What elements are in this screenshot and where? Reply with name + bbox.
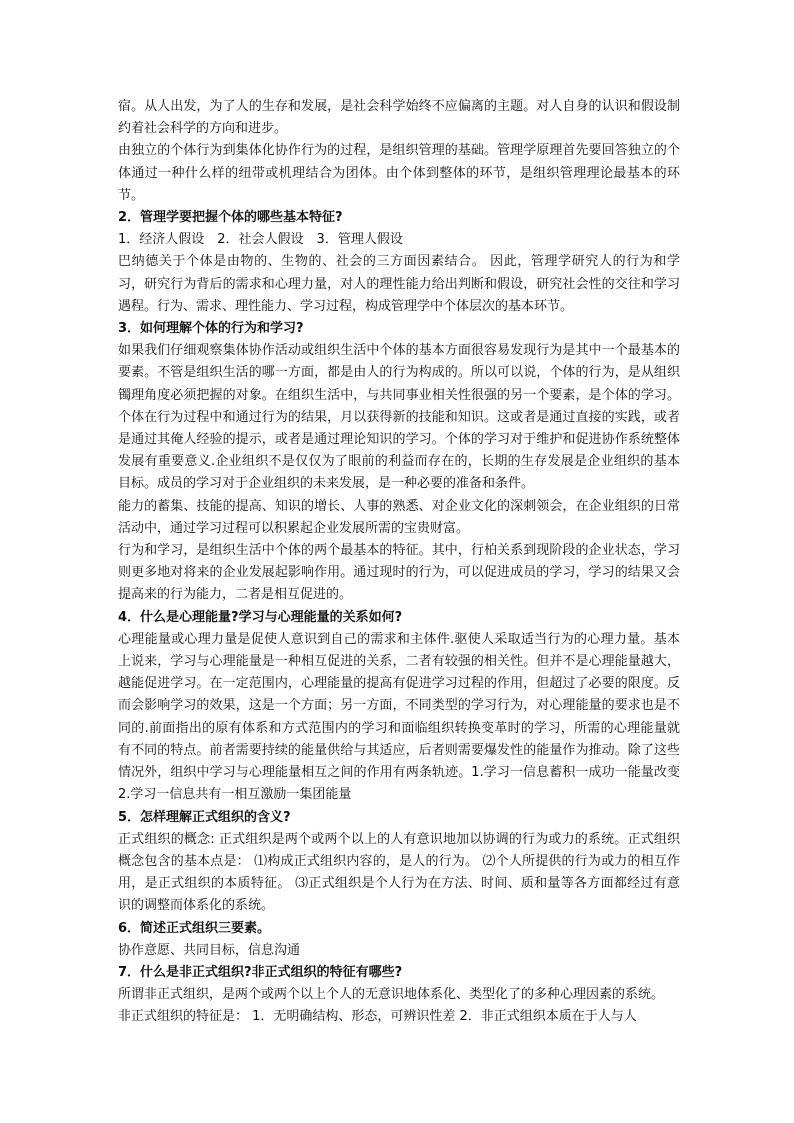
paragraph: 心理能量或心理力量是促使人意识到自己的需求和主体件.驱使人采取适当行为的心理力量。基本上说来，学习与心理能量是一种相互促进的关系，二者有较强的相关性。但并不是心理能量越大，越能促进学习。在一定范围内，心理能量的提高有促进学习过程的作用，但超过了必要的限度。反而会影响学习的效果，这是一个方面；另一方面，不同类型的学习行为，对心理能量的要求也是不同的.前面指出的原有体系和方式范围内的学习和面临组织转换变革时的学习，所需的心理能量就有不同的特点。前者需要持续的能量供给与其适应，后者则需要爆发性的能量作为推动。除了这些情况外，组织中学习与心理能量相互之间的作用有两条轨迹。1.学习一信息蓄积一成功一能量改变 2.学习一信息共有一相互激励一集团能量 — [118, 631, 680, 803]
paragraph: 巴纳德关于个体是由物的、生物的、社会的三方面因素结合。 因此，管理学研究人的行为和学习，研究行为背后的需求和心理力量，对人的理性能力给出判断和假设，研究社会性的交往和学习遇程。行为、需求、理性能力、学习过程，构成管理学中个体层次的基本环节。 — [118, 254, 680, 314]
question-heading: 2．管理学要把握个体的哪些基本特征? — [118, 210, 343, 226]
paragraph: 能力的蓄集、技能的提高、知识的增长、人事的熟悉、对企业文化的深刺领会，在企业组织的日常活动中，通过学习过程可以积累起企业发展所需的宝贵财富。 — [118, 498, 680, 536]
paragraph: 正式组织的概念: 正式组织是两个或两个以上的人有意识地加以协调的行为或力的系统。正式组织概念包含的基本点是： ⑴构成正式组织内容的，是人的行为。 ⑵个人所提供的行为或力的相互作用，是正式组织的本质特征。 ⑶正式组织是个人行为在方法、时间、质和量等各方面都经过有意识的调整而体系化的系统。 — [118, 831, 680, 914]
question-heading: 3．如何理解个体的行为和学习? — [118, 321, 304, 337]
paragraph: 非正式组织的特征是： 1．无明确结构、形态，可辨识性差 2．非正式组织本质在于人与人 — [118, 1009, 637, 1025]
paragraph: 1．经济人假设 2．社会人假设 3．管理人假设 — [118, 232, 403, 248]
question-heading: 4．什么是心理能量?学习与心理能量的关系如何? — [118, 609, 403, 625]
question-heading: 6．简述正式组织三要素。 — [118, 920, 271, 936]
document-page — [118, 96, 680, 1029]
paragraph: 协作意愿、共同目标，信息沟通 — [118, 942, 301, 958]
question-heading: 5．怎样理解正式组织的含义? — [118, 809, 291, 825]
paragraph: 所谓非正式组织，是两个或两个以上个人的无意识地体系化、类型化了的多种心理因素的系统。 — [118, 987, 665, 1003]
paragraph: 宿。从人出发，为了人的生存和发展，是社会科学始终不应偏离的主题。对人自身的认识和假设制约着社会科学的方向和进步。 — [118, 99, 680, 137]
question-heading: 7．什么是非正式组织?非正式组织的特征有哪些? — [118, 964, 403, 980]
paragraph: 行为和学习，是组织生活中个体的两个最基本的特征。其中，行柏关系到现阶段的企业状态，学习则更多地对将来的企业发展起影响作用。通过现时的行为，可以促进成员的学习，学习的结果又会提高来的行为能力，二者是相互促进的。 — [118, 543, 680, 603]
paragraph: 由独立的个体行为到集体化协作行为的过程，是组织管理的基础。管理学原理首先要回答独立的个体通过一种什么样的纽带或机理结合为团体。由个体到整体的环节，是组织管理理论最基本的环节。 — [118, 143, 680, 203]
paragraph: 如果我们仔细观察集体协作活动或组织生活中个体的基本方面很容易发现行为是其中一个最基本的要素。不管是组织生活的哪一方面，都是由人的行为构成的。所以可以说，个体的行为，是从组织镯理角度必须把握的对象。在组织生活中，与共同事业相关性很强的另一个要素，是个体的学习。个体在行为过程中和通过行为的结果，月以获得新的技能和知识。这或者是通过直接的实践，或者是通过其俺人经验的提示，或者是通过理论知识的学习。个体的学习对于维护和促进协作系统整体发展有重要意义.企业组织不是仅仅为了眼前的利益而存在的，长期的生存发展是企业组织的基本目标。成员的学习对于企业组织的未来发展，是一种必要的准备和条件。 — [118, 343, 680, 492]
